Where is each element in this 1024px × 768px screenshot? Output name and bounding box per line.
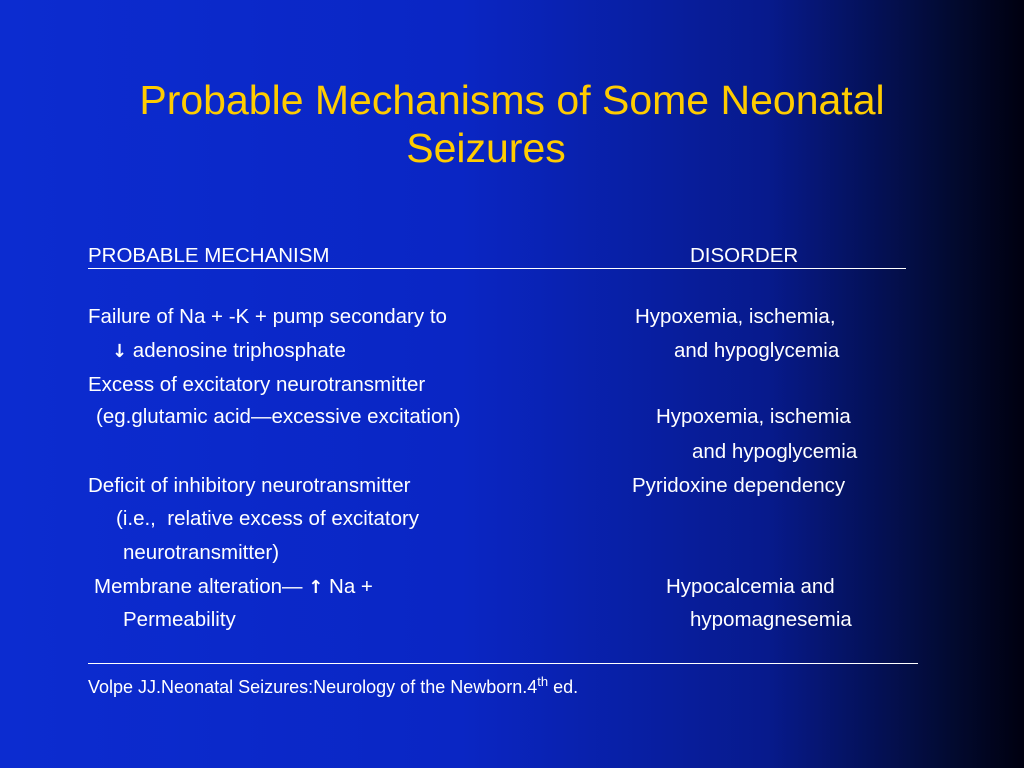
citation <box>88 675 578 699</box>
citation-superscript: th <box>537 674 549 689</box>
row-1-disorder-line-2: and hypoglycemia <box>674 339 840 362</box>
header-underline <box>88 268 906 269</box>
row-4-mechanism-line-2: Permeability <box>123 608 236 631</box>
header-mechanism: PROBABLE MECHANISM <box>88 244 330 267</box>
citation-text: Volpe JJ.Neonatal Seizures:Neurology of the Newborn.4 <box>88 677 538 697</box>
slide-title <box>0 76 1024 172</box>
row-4-mechanism-line-1-text: Membrane alteration— <box>94 575 309 598</box>
row-3-mechanism-line-2: (i.e., relative excess of excitatory <box>116 507 420 530</box>
row-1-mechanism-line-2 <box>112 339 346 364</box>
row-4-mechanism-line-1-rest: Na + <box>323 575 373 598</box>
row-3-mechanism-line-3: neurotransmitter) <box>123 541 280 564</box>
down-arrow-icon: ↓ <box>112 341 128 362</box>
footer-rule <box>88 663 918 664</box>
header-disorder: DISORDER <box>690 244 799 267</box>
row-2-disorder-line-2: and hypoglycemia <box>692 440 858 463</box>
row-2-mechanism-line-2: (eg.glutamic acid—excessive excitation) <box>96 405 461 428</box>
slide-title-line-1: Probable Mechanisms of Some Neonatal <box>139 77 885 123</box>
row-4-disorder-line-1: Hypocalcemia and <box>666 575 835 598</box>
row-1-mechanism-line-2-text: adenosine triphosphate <box>127 339 346 362</box>
row-2-mechanism-line-1: Excess of excitatory neurotransmitter <box>88 373 426 396</box>
row-3-mechanism-line-1: Deficit of inhibitory neurotransmitter <box>88 474 411 497</box>
row-1-mechanism-line-1: Failure of Na + -K + pump secondary to <box>88 305 447 328</box>
up-arrow-icon: ↑ <box>308 577 324 598</box>
citation-tail: ed. <box>548 677 579 697</box>
row-4-mechanism-line-1 <box>94 575 373 600</box>
row-2-disorder-line-1: Hypoxemia, ischemia <box>656 405 851 428</box>
slide-title-line-2: Seizures <box>406 125 566 171</box>
row-1-disorder-line-1: Hypoxemia, ischemia, <box>635 305 836 328</box>
row-4-disorder-line-2: hypomagnesemia <box>690 608 852 631</box>
row-3-disorder-line-1: Pyridoxine dependency <box>632 474 846 497</box>
